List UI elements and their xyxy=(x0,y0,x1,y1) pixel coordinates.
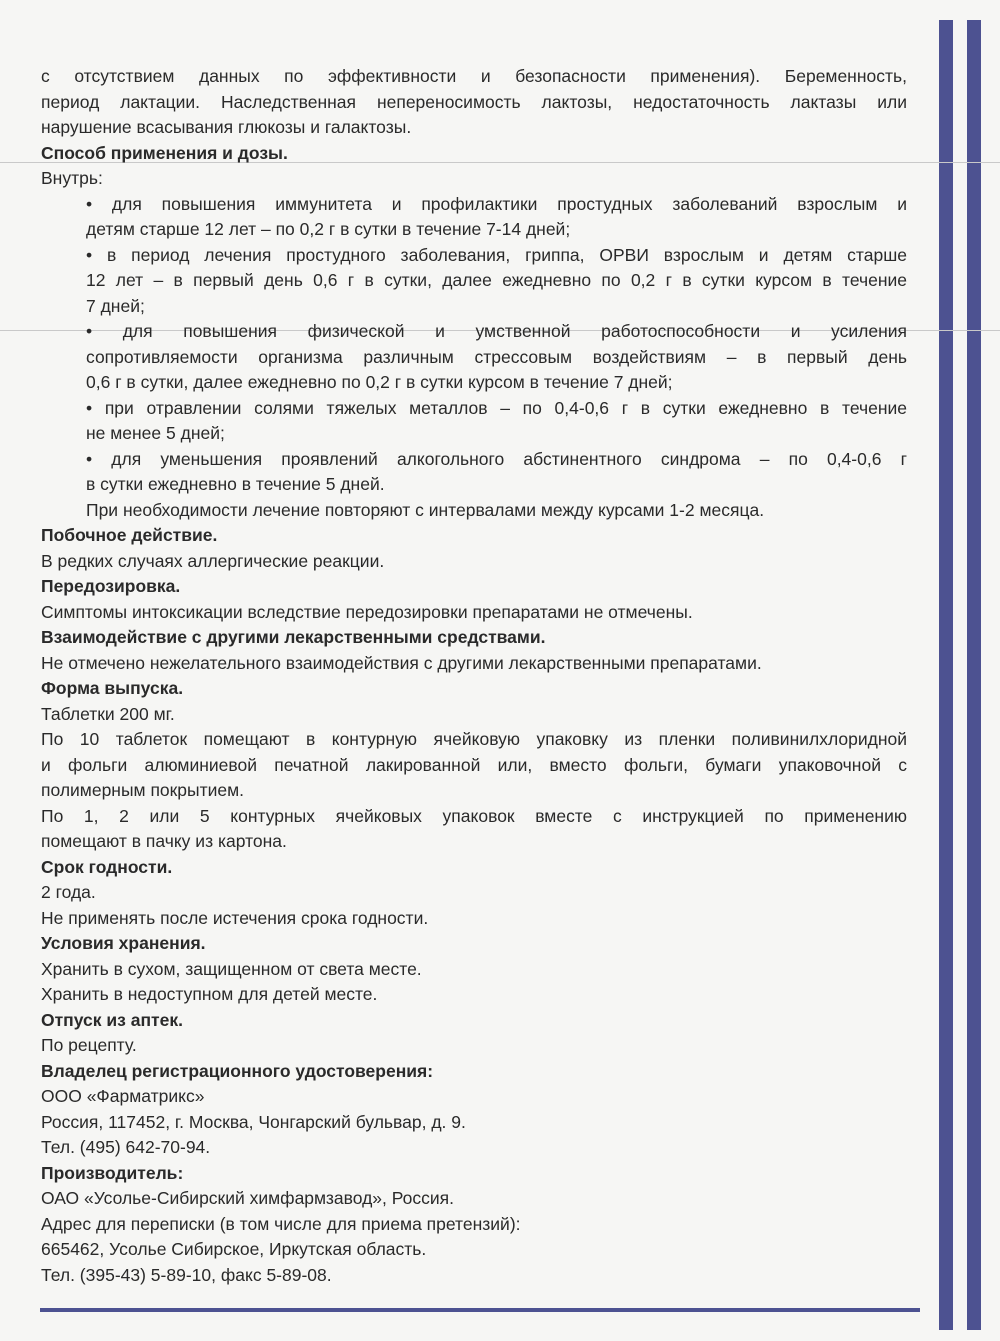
text-line: период лактации. Наследственная непереносимость лактозы, недостаточность лактазы или xyxy=(41,91,907,112)
text-line: Внутрь: xyxy=(41,168,103,188)
section-heading: Взаимодействие с другими лекарственными средствами. xyxy=(41,627,546,647)
section-heading: Передозировка. xyxy=(41,576,181,596)
text-line: в сутки ежедневно в течение 5 дней. xyxy=(86,474,385,494)
text-line: ОАО «Усолье-Сибирский химфармзавод», Россия. xyxy=(41,1188,454,1208)
section-heading: Побочное действие. xyxy=(41,525,218,545)
text-line: 7 дней; xyxy=(86,295,145,316)
text-line: • при отравлении солями тяжелых металлов – по 0,4-0,6 г в сутки ежедневно в течение xyxy=(86,397,907,418)
text-line: Не применять после истечения срока годности. xyxy=(41,907,429,928)
text-line: Адрес для переписки (в том числе для приема претензий): xyxy=(41,1213,521,1234)
text-line: Хранить в недоступном для детей месте. xyxy=(41,984,378,1004)
text-line: При необходимости лечение повторяют с интервалами между курсами 1-2 месяца. xyxy=(86,499,765,520)
text-line: По рецепту. xyxy=(41,1035,137,1055)
text-line: Тел. (495) 642-70-94. xyxy=(41,1137,211,1157)
text-line: Россия, 117452, г. Москва, Чонгарский бульвар, д. 9. xyxy=(41,1111,466,1132)
decorative-vertical-bar-right xyxy=(967,20,981,1330)
text-line: 2 года. xyxy=(41,882,96,902)
section-heading: Отпуск из аптек. xyxy=(41,1009,183,1030)
text-line: и фольги алюминиевой печатной лакированной или, вместо фольги, бумаги упаковочной с xyxy=(41,754,907,775)
text-line: полимерным покрытием. xyxy=(41,780,245,800)
text-line: Таблетки 200 мг. xyxy=(41,703,175,724)
text-line: Не отмечено нежелательного взаимодействия с другими лекарственными препаратами. xyxy=(41,652,762,673)
text-line: • в период лечения простудного заболевания, гриппа, ОРВИ взрослым и детям старше xyxy=(86,244,907,265)
text-line: не менее 5 дней; xyxy=(86,423,225,443)
text-line: нарушение всасывания глюкозы и галактозы. xyxy=(41,117,412,137)
section-heading: Условия хранения. xyxy=(41,933,206,953)
section-heading: Срок годности. xyxy=(41,856,173,877)
text-line: • для повышения иммунитета и профилактики простудных заболеваний взрослым и xyxy=(86,193,907,214)
text-line: В редких случаях аллергические реакции. xyxy=(41,550,385,571)
text-line: Тел. (395-43) 5-89-10, факс 5-89-08. xyxy=(41,1264,332,1285)
text-line: сопротивляемости организма различным стрессовым воздействиям – в первый день xyxy=(86,346,907,367)
text-line: • для повышения физической и умственной работоспособности и усиления xyxy=(86,321,907,341)
bottom-rule xyxy=(40,1308,920,1312)
text-line: По 10 таблеток помещают в контурную ячейковую упаковку из пленки поливинилхлоридной xyxy=(41,729,907,749)
text-line: 0,6 г в сутки, далее ежедневно по 0,2 г в сутки курсом в течение 7 дней; xyxy=(86,372,673,392)
text-line: Симптомы интоксикации вследствие передозировки препаратами не отмечены. xyxy=(41,601,693,622)
text-line: помещают в пачку из картона. xyxy=(41,831,287,851)
leaflet-text xyxy=(41,64,907,1288)
section-heading: Владелец регистрационного удостоверения: xyxy=(41,1060,434,1081)
text-line: ООО «Фарматрикс» xyxy=(41,1086,205,1106)
section-heading: Форма выпуска. xyxy=(41,678,184,698)
text-line: 12 лет – в первый день 0,6 г в сутки, далее ежедневно по 0,2 г в сутки курсом в течение xyxy=(86,270,907,290)
text-line: По 1, 2 или 5 контурных ячейковых упаковок вместе с инструкцией по применению xyxy=(41,805,907,826)
decorative-vertical-bar-left xyxy=(939,20,953,1330)
text-line: • для уменьшения проявлений алкогольного абстинентного синдрома – по 0,4-0,6 г xyxy=(86,448,907,469)
text-line: детям старше 12 лет – по 0,2 г в сутки в течение 7-14 дней; xyxy=(86,219,571,239)
section-heading: Производитель: xyxy=(41,1162,184,1183)
text-line: с отсутствием данных по эффективности и безопасности применения). Беременность, xyxy=(41,66,907,86)
text-line: Хранить в сухом, защищенном от света месте. xyxy=(41,958,422,979)
text-line: 665462, Усолье Сибирское, Иркутская область. xyxy=(41,1239,427,1259)
section-heading: Способ применения и дозы. xyxy=(41,142,288,163)
